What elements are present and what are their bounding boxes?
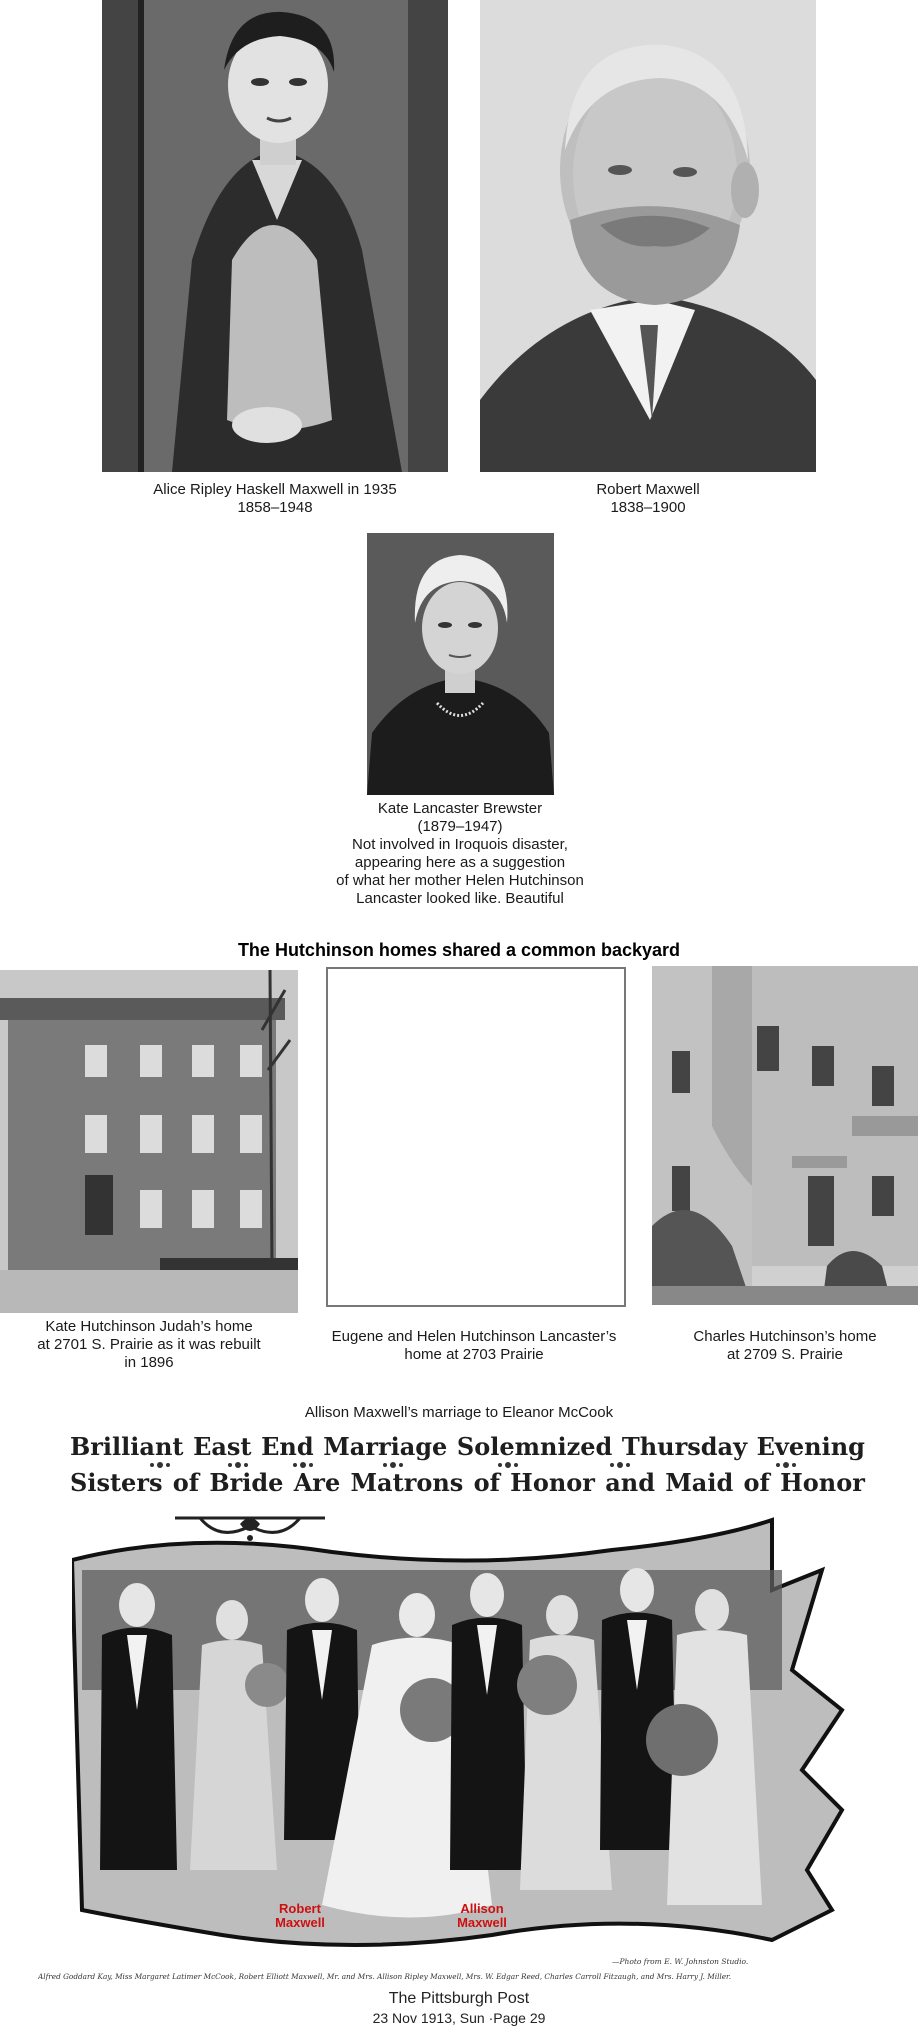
- headline-word: Matrons: [350, 1468, 464, 1497]
- kate-brewster-caption-line-4: appearing here as a suggestion: [354, 854, 566, 871]
- kate-brewster-portrait: [367, 533, 554, 795]
- label-allison-maxwell-text: Allison Maxwell: [457, 1901, 507, 1930]
- headline-word: Honor: [780, 1468, 865, 1497]
- robert-caption-dates: 1838–1900: [610, 499, 686, 516]
- kate-brewster-caption-line-3: Not involved in Iroquois disaster,: [352, 836, 568, 853]
- headline-word: of: [172, 1468, 200, 1497]
- alice-caption-name: Alice Ripley Haskell Maxwell in 1935: [153, 481, 397, 498]
- headline-word: Evening: [756, 1432, 865, 1461]
- lancaster-home-caption-line-1: Eugene and Helen Hutchinson Lancaster’s: [331, 1328, 617, 1345]
- lancaster-home-caption-line-2: home at 2703 Prairie: [404, 1346, 544, 1363]
- headline-word: End: [261, 1432, 314, 1461]
- homes-heading: The Hutchinson homes shared a common backyard: [237, 940, 681, 960]
- judah-home-caption-line-2: at 2701 S. Prairie as it was rebuilt: [37, 1336, 261, 1353]
- judah-home-caption: [0, 1318, 298, 1372]
- lancaster-home-caption: [312, 1328, 636, 1364]
- label-robert-maxwell: [255, 1902, 345, 1930]
- headline-word: and: [605, 1468, 655, 1497]
- charles-home-caption: [660, 1328, 910, 1364]
- headline-word: Thursday: [621, 1432, 748, 1461]
- judah-home-caption-line-3: in 1896: [124, 1354, 174, 1371]
- names-caption: Alfred Goddard Kay, Miss Margaret Latimer McCook, Robert Elliott Maxwell, Mr. and Mrs. Allison Ripley Maxwell, Mrs. W. Edgar Reed, Charles Carroll Fitzaugh, and Mrs. Harry J. Miller.: [38, 1972, 732, 1981]
- headline-word: of: [473, 1468, 500, 1497]
- kate-brewster-caption-line-5: of what her mother Helen Hutchinson: [336, 872, 584, 889]
- headline-word: Brilliant: [70, 1432, 184, 1461]
- judah-home-caption-line-1: Kate Hutchinson Judah’s home: [45, 1318, 253, 1335]
- headline-ornaments: [70, 1460, 865, 1470]
- robert-caption: [480, 481, 816, 517]
- headline-word: Honor: [510, 1468, 595, 1497]
- alice-maxwell-portrait: [102, 0, 448, 472]
- headline-word: Maid: [665, 1468, 734, 1497]
- lancaster-home-placeholder: [326, 967, 626, 1307]
- charles-home-caption-line-2: at 2709 S. Prairie: [727, 1346, 843, 1363]
- headline-word: East: [193, 1432, 252, 1461]
- source-name: The Pittsburgh Post: [388, 1990, 530, 2007]
- headline-word: of: [743, 1468, 770, 1497]
- kate-brewster-caption-line-6: Lancaster looked like. Beautiful: [356, 890, 564, 907]
- alice-caption-dates: 1858–1948: [237, 499, 313, 516]
- headline-word: Solemnized: [456, 1432, 613, 1461]
- charles-home-caption-line-1: Charles Hutchinson’s home: [693, 1328, 877, 1345]
- kate-brewster-caption: [300, 800, 620, 908]
- alice-caption: [110, 481, 440, 517]
- kate-brewster-caption-line-2: (1879–1947): [417, 818, 503, 835]
- photo-credit: —Photo from E. W. Johnston Studio.: [612, 1957, 749, 1966]
- headline-word: Sisters: [70, 1468, 163, 1497]
- wedding-intro: Allison Maxwell’s marriage to Eleanor McCook: [304, 1404, 614, 1421]
- robert-maxwell-portrait: [480, 0, 816, 472]
- wedding-group-photo: [72, 1510, 847, 1950]
- robert-caption-name: Robert Maxwell: [596, 481, 700, 498]
- headline-word: Bride: [209, 1468, 284, 1497]
- headline-word: Are: [293, 1468, 341, 1497]
- charles-home-photo: [652, 966, 918, 1305]
- label-allison-maxwell: [437, 1902, 527, 1930]
- source-date: 23 Nov 1913, Sun ·Page 29: [372, 2010, 546, 2026]
- wedding-headline-line-1: [70, 1432, 865, 1461]
- wedding-headline-line-2: [70, 1468, 865, 1497]
- kate-brewster-caption-line-1: Kate Lancaster Brewster: [377, 800, 543, 817]
- judah-home-photo: [0, 970, 298, 1313]
- label-robert-maxwell-text: Robert Maxwell: [275, 1901, 325, 1930]
- headline-word: Marriage: [323, 1432, 448, 1461]
